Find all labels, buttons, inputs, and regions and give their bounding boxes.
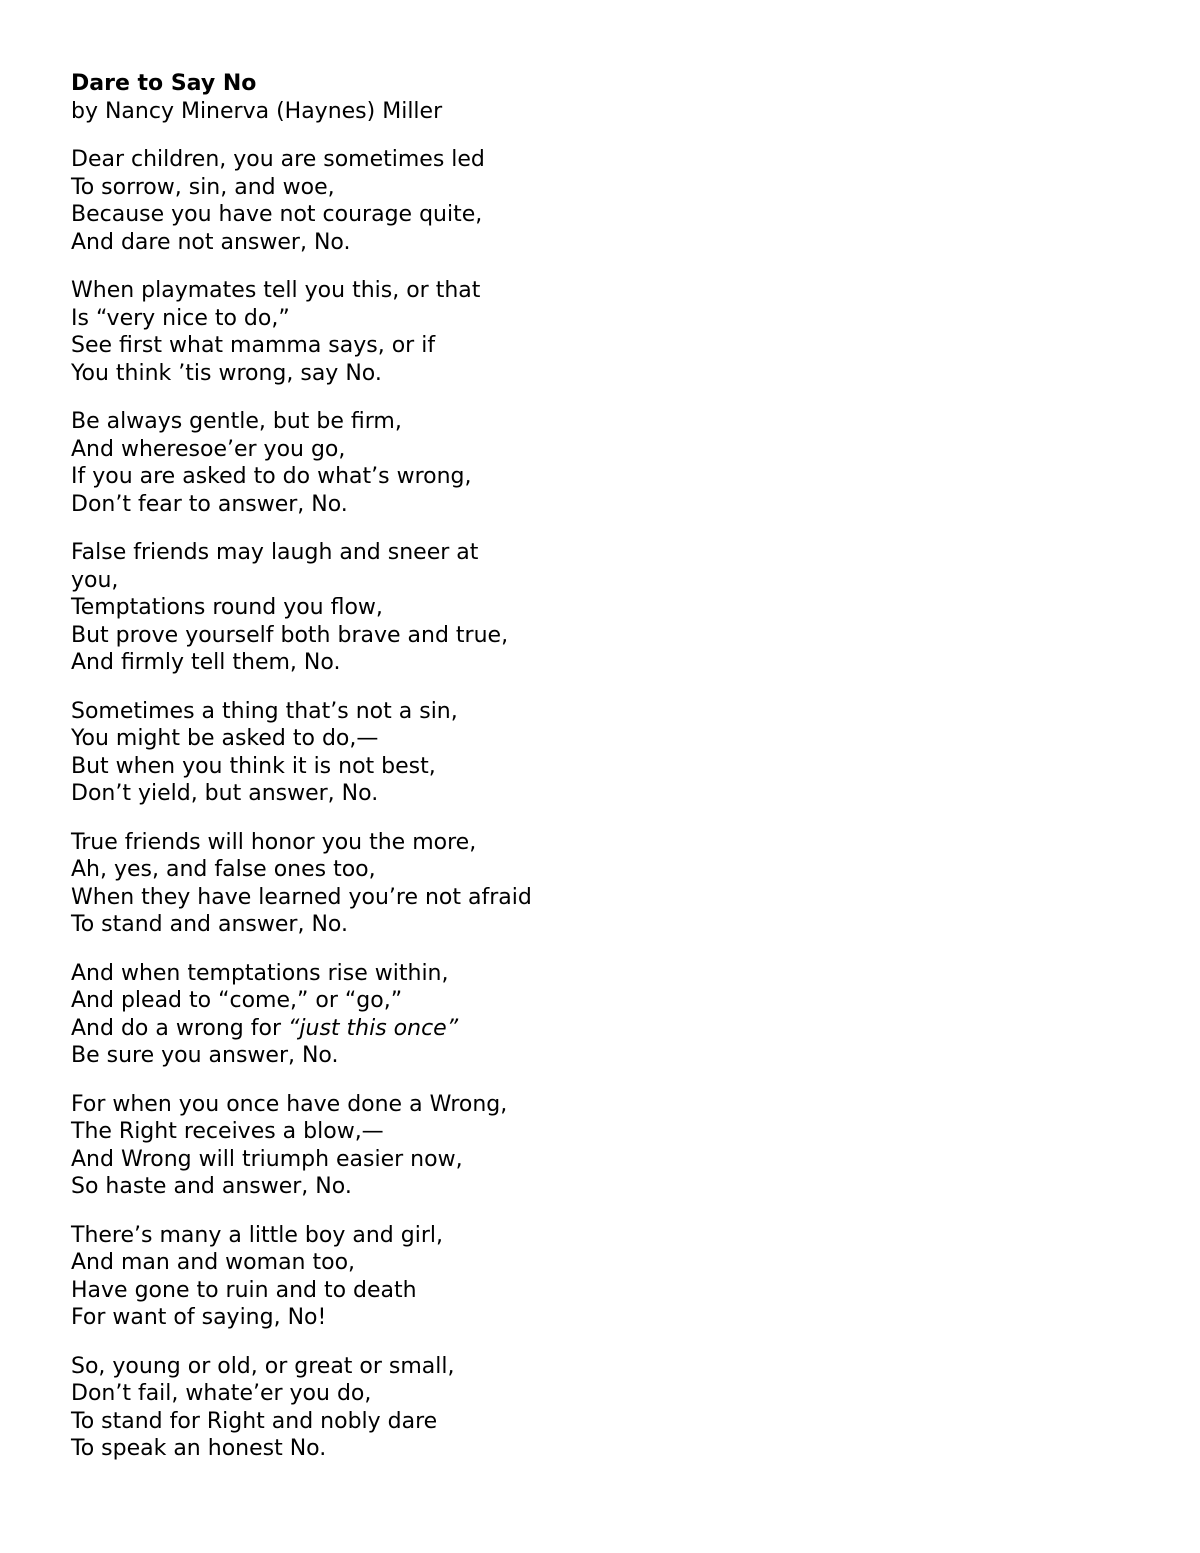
poem-title: Dare to Say No bbox=[71, 71, 257, 96]
poem-line: And when temptations rise within, bbox=[71, 960, 449, 986]
poem-line-text: And do a wrong for bbox=[71, 1015, 289, 1041]
poem-line: Ah, yes, and false ones too, bbox=[71, 857, 376, 882]
poem-line: And firmly tell them, No. bbox=[71, 650, 341, 675]
stanza bbox=[71, 829, 1131, 939]
poem-line: To stand for Right and nobly dare bbox=[71, 1408, 438, 1434]
poem-line: And Wrong will triumph easier now, bbox=[71, 1146, 463, 1172]
poem-line: There’s many a little boy and girl, bbox=[71, 1222, 443, 1248]
stanza bbox=[71, 408, 1131, 518]
stanza bbox=[71, 1353, 1131, 1463]
poem-line: Don’t yield, but answer, No. bbox=[71, 781, 379, 806]
stanza bbox=[71, 277, 1131, 387]
stanza bbox=[71, 698, 1131, 808]
poem-line: When they have learned you’re not afraid bbox=[71, 884, 532, 910]
poem-line: But when you think it is not best, bbox=[71, 753, 436, 779]
poem-page bbox=[71, 70, 1131, 1484]
poem-line: Dear children, you are sometimes led bbox=[71, 147, 485, 172]
poem-line: Have gone to ruin and to death bbox=[71, 1277, 417, 1303]
poem-line: And dare not answer, No. bbox=[71, 229, 351, 255]
stanza bbox=[71, 146, 1131, 256]
poem-line: So haste and answer, No. bbox=[71, 1174, 352, 1199]
poem-line: You might be asked to do,— bbox=[71, 726, 379, 751]
poem-line-emphasis: “just this once” bbox=[288, 1015, 459, 1041]
poem-line: To speak an honest No. bbox=[71, 1436, 327, 1461]
poem-line: And wheresoe’er you go, bbox=[71, 436, 346, 462]
poem-line: Be always gentle, but be firm, bbox=[71, 409, 402, 434]
poem-line: Be sure you answer, No. bbox=[71, 1043, 339, 1068]
stanza bbox=[71, 539, 1131, 677]
poem-line: Because you have not courage quite, bbox=[71, 202, 483, 227]
poem-line: To sorrow, sin, and woe, bbox=[71, 174, 335, 200]
poem-author: by Nancy Minerva (Haynes) Miller bbox=[71, 98, 443, 124]
poem-line: The Right receives a blow,— bbox=[71, 1119, 384, 1144]
poem-line: You think ’tis wrong, say No. bbox=[71, 360, 382, 386]
poem-line: Is “very nice to do,” bbox=[71, 305, 290, 331]
poem-line: When playmates tell you this, or that bbox=[71, 278, 481, 303]
poem-line: And man and woman too, bbox=[71, 1250, 356, 1275]
poem-line: To stand and answer, No. bbox=[71, 912, 348, 937]
poem-line: False friends may laugh and sneer at bbox=[71, 540, 479, 565]
stanza bbox=[71, 960, 1131, 1070]
poem-line: But prove yourself both brave and true, bbox=[71, 622, 509, 648]
poem-line: True friends will honor you the more, bbox=[71, 829, 477, 855]
poem-line: Sometimes a thing that’s not a sin, bbox=[71, 698, 458, 724]
poem-line: Don’t fear to answer, No. bbox=[71, 491, 348, 517]
poem-line: you, bbox=[71, 567, 119, 593]
poem-line: For when you once have done a Wrong, bbox=[71, 1091, 508, 1117]
poem-body bbox=[71, 146, 1131, 1463]
poem-line: Temptations round you flow, bbox=[71, 595, 383, 620]
poem-line: If you are asked to do what’s wrong, bbox=[71, 464, 472, 489]
poem-line: For want of saying, No! bbox=[71, 1305, 327, 1330]
poem-line: See first what mamma says, or if bbox=[71, 333, 436, 358]
stanza bbox=[71, 1222, 1131, 1332]
poem-line bbox=[71, 1015, 1131, 1043]
poem-line: And plead to “come,” or “go,” bbox=[71, 988, 403, 1013]
poem-line: So, young or old, or great or small, bbox=[71, 1353, 455, 1379]
stanza bbox=[71, 1091, 1131, 1201]
poem-line: Don’t fail, whate’er you do, bbox=[71, 1381, 372, 1406]
